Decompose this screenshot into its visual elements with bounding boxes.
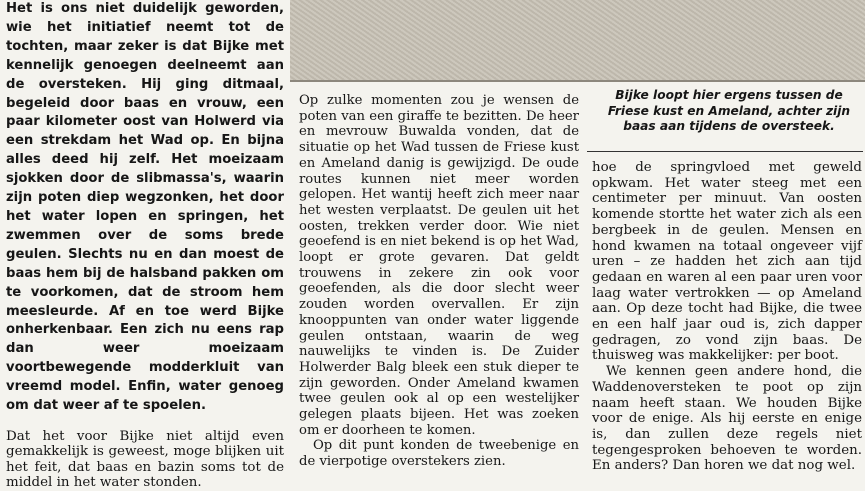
body-paragraph: Op zulke momenten zou je wensen de poten van een giraffe te bezitten. De heer en mevrouw Buwalda vonden, dat de situatie op het Wad tussen de Friese kust en Ameland danig is gewijzigd. De oude routes kunnen niet meer worden gelopen. Het wantij heeft zich meer naar het westen verplaatst. De geulen uit het oosten, trekken verder door. Wie niet geoefend is en niet bekend is op het Wad, loopt er grote gevaren. Dat geldt trouwens in zekere zin ook voor geoefenden, als die door slecht weer zouden worden overvallen. Er zijn knooppunten van onder water liggende geulen ontstaan, waarin de weg nauwelijks te vinden is. De Zuider Holwerder Balg bleek een stuk dieper te zijn geworden. Onder Ameland kwamen twee geulen ook al op een westelijker gelegen plaats bijeen. Het was zoeken om er doorheen te komen. — [299, 93, 579, 438]
body-paragraph: Dat het voor Bijke niet altijd even gemakkelijk is geweest, moge blijken uit het feit, dat baas en bazin soms tot de middel in het water stonden. — [6, 428, 284, 491]
body-paragraph: hoe de springvloed met geweld opkwam. Het water steeg met een centimeter per minuut. Van oosten komende stortte het water zich als een bergbeek in de geulen. Mensen en hond kwamen na totaal ongeveer vijf uren – ze hadden het zich aan tijd gedaan en waren al een paar uren voor laag water vertrokken — op Ameland aan. Op deze tocht had Bijke, die twee en een half jaar oud is, zich dapper gedragen, zo vond zijn baas. De thuisweg was makkelijker: per boot. — [592, 160, 862, 364]
article-column-1 — [6, 0, 284, 491]
body-paragraph: Op dit punt konden de tweebenige en de vierpotige overstekers zien. — [299, 438, 579, 470]
lead-paragraph: Het is ons niet duidelijk geworden, wie het initiatief neemt tot de tochten, maar zeker is dat Bijke met kennelijk genoegen deelneemt aan de oversteken. Hij ging ditmaal, begeleid door baas en vrouw, een paar kilometer oost van Holwerd via een strekdam het Wad op. En bijna alles deed hij zelf. Het moeizaam sjokken door de slibmassa's, waarin zijn poten diep wegzonken, het door het water lopen en springen, het zwemmen over de soms brede geulen. Slechts nu en dan moest de baas hem bij de halsband pakken om te voorkomen, dat de stroom hem meesleurde. Af en toe werd Bijke onherkenbaar. Een zich nu eens rap dan weer moeizaam voortbewegende modderkluit van vreemd model. Enfin, water genoeg om dat weer af te spoelen. — [6, 1, 284, 414]
article-column-3 — [592, 160, 862, 474]
photo — [290, 0, 865, 82]
article-column-2 — [299, 93, 579, 470]
photo-caption: Bijke loopt hier ergens tussen de Friese kust en Ameland, achter zijn baas aan tijdens de oversteek. — [607, 88, 851, 133]
body-paragraph: We kennen geen andere hond, die Waddenoversteken te poot op zijn naam heeft staan. We houden Bijke voor de enige. Als hij eerste en enige is, dan zullen deze regels niet tegengesproken behoeven te worden. En anders? Dan horen we dat nog wel. — [592, 364, 862, 474]
caption-divider — [587, 151, 863, 152]
